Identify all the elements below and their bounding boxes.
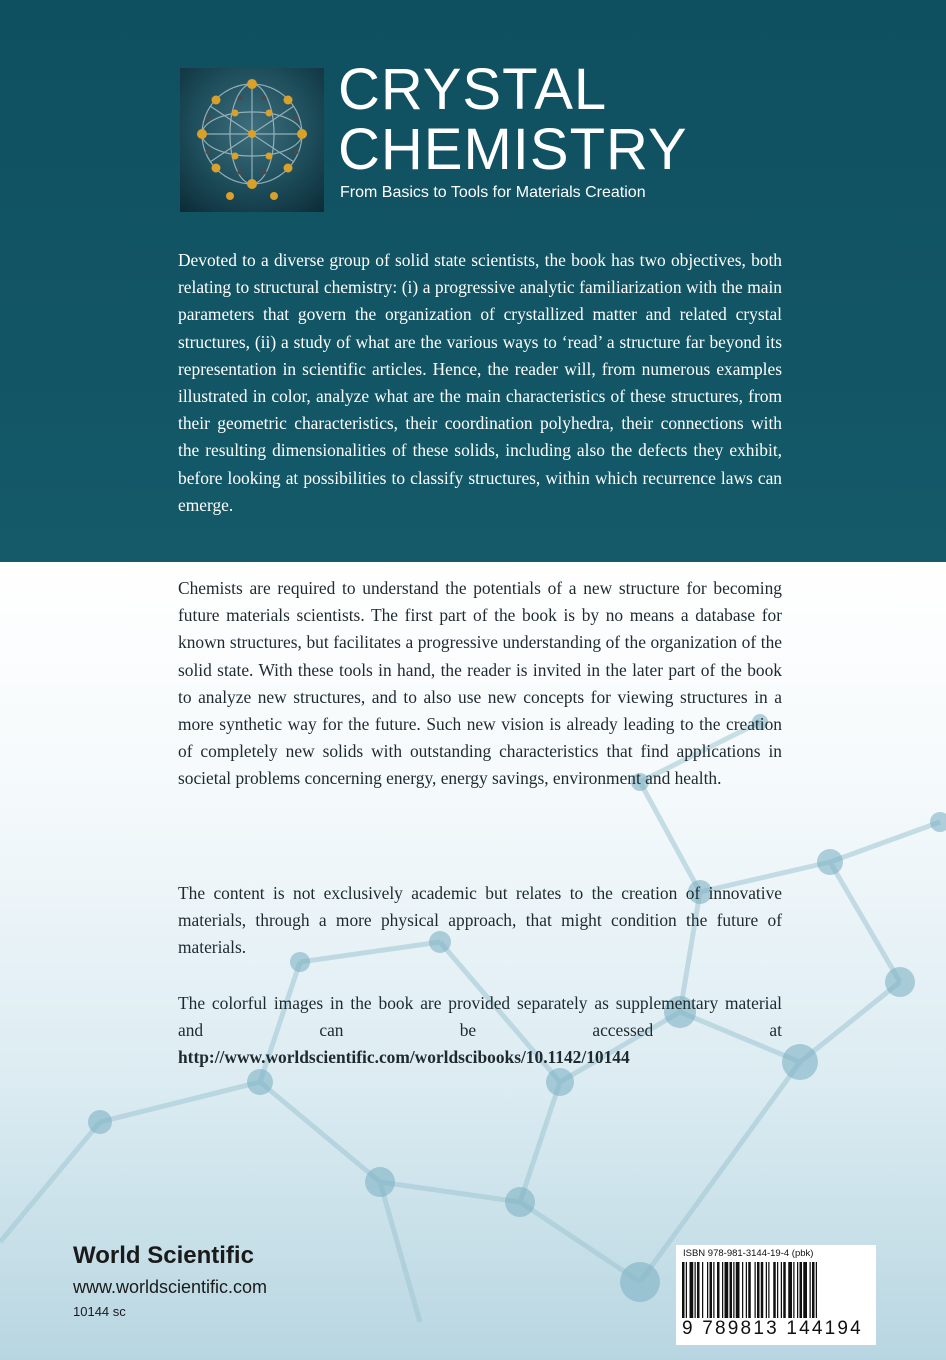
- description-paragraph-1: Devoted to a diverse group of solid state scientists, the book has two objectives, both relating to structural chemistry: (i) a progressive analytic familiarization with the main parameters that govern the organization of crystallized matter and related crystal structures, (ii) a study of what are the various ways to ‘read’ a structure far beyond its representation in scientific articles. Hence, the reader will, from numerous examples illustrated in color, analyze what are the main characteristics of these structures, from their geometric characteristics, their coordination polyhedra, their connections with the resulting dimensionalities of these solids, including also the defects they exhibit, before looking at possibilities to classify structures, within which recurrence laws can emerge.: [178, 250, 782, 515]
- publisher-website: www.worldscientific.com: [73, 1277, 268, 1297]
- book-title: [338, 57, 688, 182]
- product-code: 10144 sc: [73, 1304, 126, 1319]
- description-paragraph-3: The content is not exclusively academic but relates to the creation of innovative materials, through a more physical approach, that might condition the future of materials.: [178, 883, 782, 958]
- supplementary-url-link[interactable]: http://www.worldscientific.com/worldscibooks/10.1142/10144: [178, 1047, 630, 1068]
- description-paragraph-4: [178, 990, 782, 1072]
- publisher-name: World Scientific: [73, 1242, 254, 1269]
- crystal-structure-thumbnail: [180, 68, 324, 212]
- description-paragraph-2: Chemists are required to understand the potentials of a new structure for becoming future materials scientists. The first part of the book is by no means a database for known structures, but facilitates a progressive understanding of the organization of the solid state. With these tools in hand, the reader is invited in the later part of the book to analyze new structures, and to also use new concepts for viewing structures in a more synthetic way for the future. Such new vision is already leading to the creation of completely new solids with outstanding characteristics that find applications in societal problems concerning energy, energy savings, environment and health.: [178, 578, 782, 789]
- barcode-icon: [682, 1262, 870, 1322]
- title-line-1: CRYSTAL: [338, 57, 608, 122]
- title-line-2: CHEMISTRY: [338, 117, 688, 182]
- crystal-cage-icon: [180, 68, 324, 212]
- isbn-label: ISBN 978-981-3144-19-4 (pbk): [683, 1248, 814, 1259]
- barcode-panel: [676, 1245, 876, 1345]
- supplementary-text: The colorful images in the book are provided separately as supplementary material and can be accessed at: [178, 993, 782, 1041]
- barcode-digits: 9 789813 144194: [682, 1318, 872, 1340]
- book-subtitle: From Basics to Tools for Materials Creation: [340, 184, 646, 201]
